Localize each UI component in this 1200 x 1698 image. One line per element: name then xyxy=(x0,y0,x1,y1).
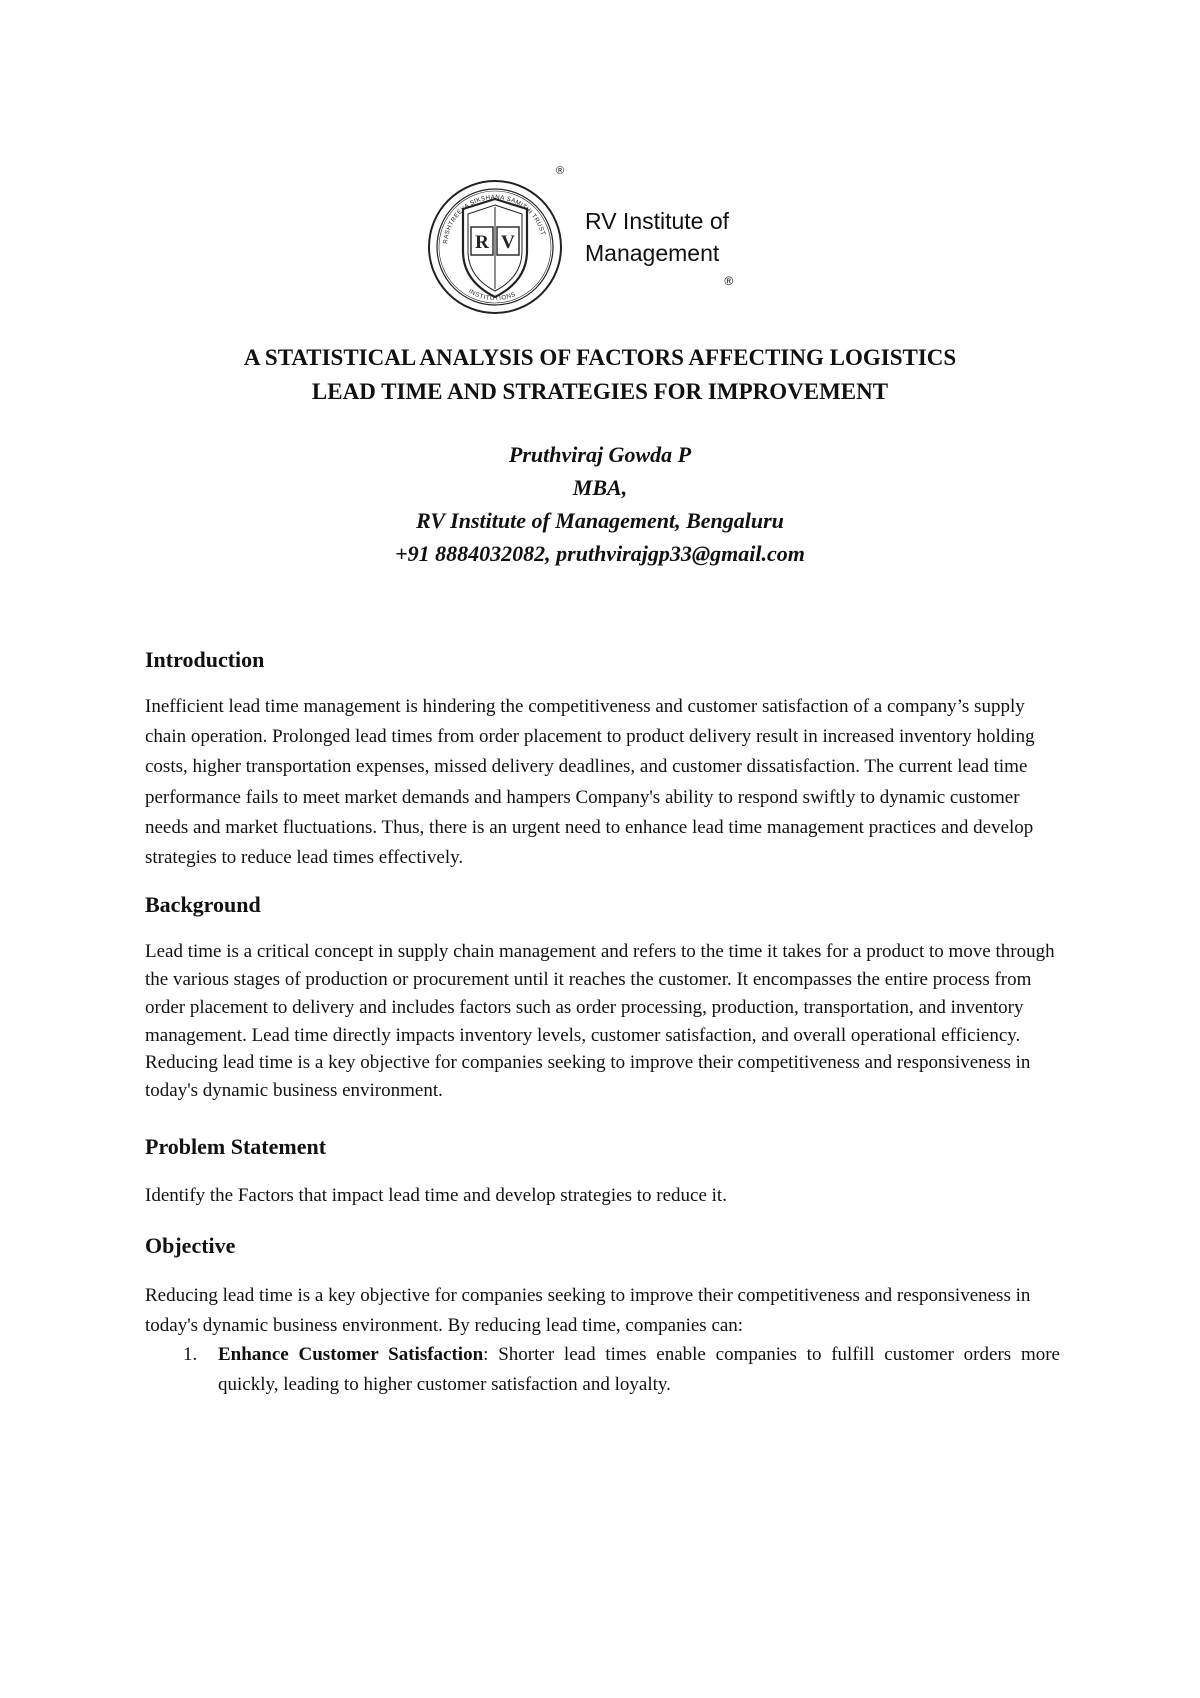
svg-text:RASHTREEYA SIKSHANA SAMITHI TR: RASHTREEYA SIKSHANA SAMITHI TRUST xyxy=(442,193,547,245)
paper-title xyxy=(100,341,1100,409)
list-item-number: 1. xyxy=(183,1344,198,1366)
brand-line-1: RV Institute of xyxy=(585,208,730,234)
svg-text:V: V xyxy=(501,232,515,253)
introduction-heading: Introduction xyxy=(145,647,265,672)
svg-text:INSTITUTIONS: INSTITUTIONS xyxy=(467,287,518,303)
main-content xyxy=(145,645,1060,1399)
problem-statement-heading: Problem Statement xyxy=(145,1134,327,1159)
objective-list xyxy=(145,1340,1060,1399)
author-degree: MBA, xyxy=(572,475,628,500)
author-block xyxy=(100,438,1100,570)
author-name: Pruthviraj Gowda P xyxy=(508,442,692,467)
brand-line-2: Management xyxy=(585,240,720,266)
seal-registered-mark: ® xyxy=(556,165,565,177)
seal-emblem xyxy=(428,165,578,323)
institute-logo xyxy=(428,165,768,323)
list-item-text: : Shorter lead times enable companies to fulfill customer orders more quickly, leading to higher customer satisfaction and loyalty. xyxy=(218,1344,1060,1395)
list-item xyxy=(145,1340,1060,1399)
author-contact: +91 8884032082, pruthvirajgp33@gmail.com xyxy=(395,541,805,566)
title-line-1: A STATISTICAL ANALYSIS OF FACTORS AFFECTING LOGISTICS xyxy=(243,345,957,370)
objective-body: Reducing lead time is a key objective for companies seeking to improve their competitiveness and responsiveness in today's dynamic business environment. By reducing lead time, companies can: xyxy=(145,1285,1031,1336)
objective-heading: Objective xyxy=(145,1233,236,1259)
author-institute: RV Institute of Management, Bengaluru xyxy=(416,508,784,533)
background-heading: Background xyxy=(145,892,261,918)
background-body: Lead time is a critical concept in supply chain management and refers to the time it takes for a product to move through the various stages of production or procurement until it reaches the customer. It encompasses the entire process from order placement to delivery and includes factors such as order processing, production, transportation, and inventory management. Lead time directly impacts inventory levels, customer satisfaction, and overall operational efficiency. Reducing lead time is a key objective for companies seeking to improve their competitiveness and responsiveness in today's dynamic business environment. xyxy=(145,941,1055,1102)
svg-text:R: R xyxy=(475,232,489,253)
brand-registered-mark: ® xyxy=(724,274,734,288)
title-line-2: LEAD TIME AND STRATEGIES FOR IMPROVEMENT xyxy=(311,379,889,404)
problem-statement-body: Identify the Factors that impact lead time and develop strategies to reduce it. xyxy=(145,1185,727,1206)
list-item-label: Enhance Customer Satisfaction xyxy=(218,1344,484,1366)
introduction-body: Inefficient lead time management is hindering the competitiveness and customer satisfaction of a company’s supply chain operation. Prolonged lead times from order placement to product delivery result in increased inventory holding costs, higher transportation expenses, missed delivery deadlines, and customer dissatisfaction. The current lead time performance fails to meet market demands and hampers Company's ability to respond swiftly to dynamic customer needs and market fluctuations. Thus, there is an urgent need to enhance lead time management practices and develop strategies to reduce lead times effectively. xyxy=(145,696,1035,869)
brand-name xyxy=(585,205,734,288)
